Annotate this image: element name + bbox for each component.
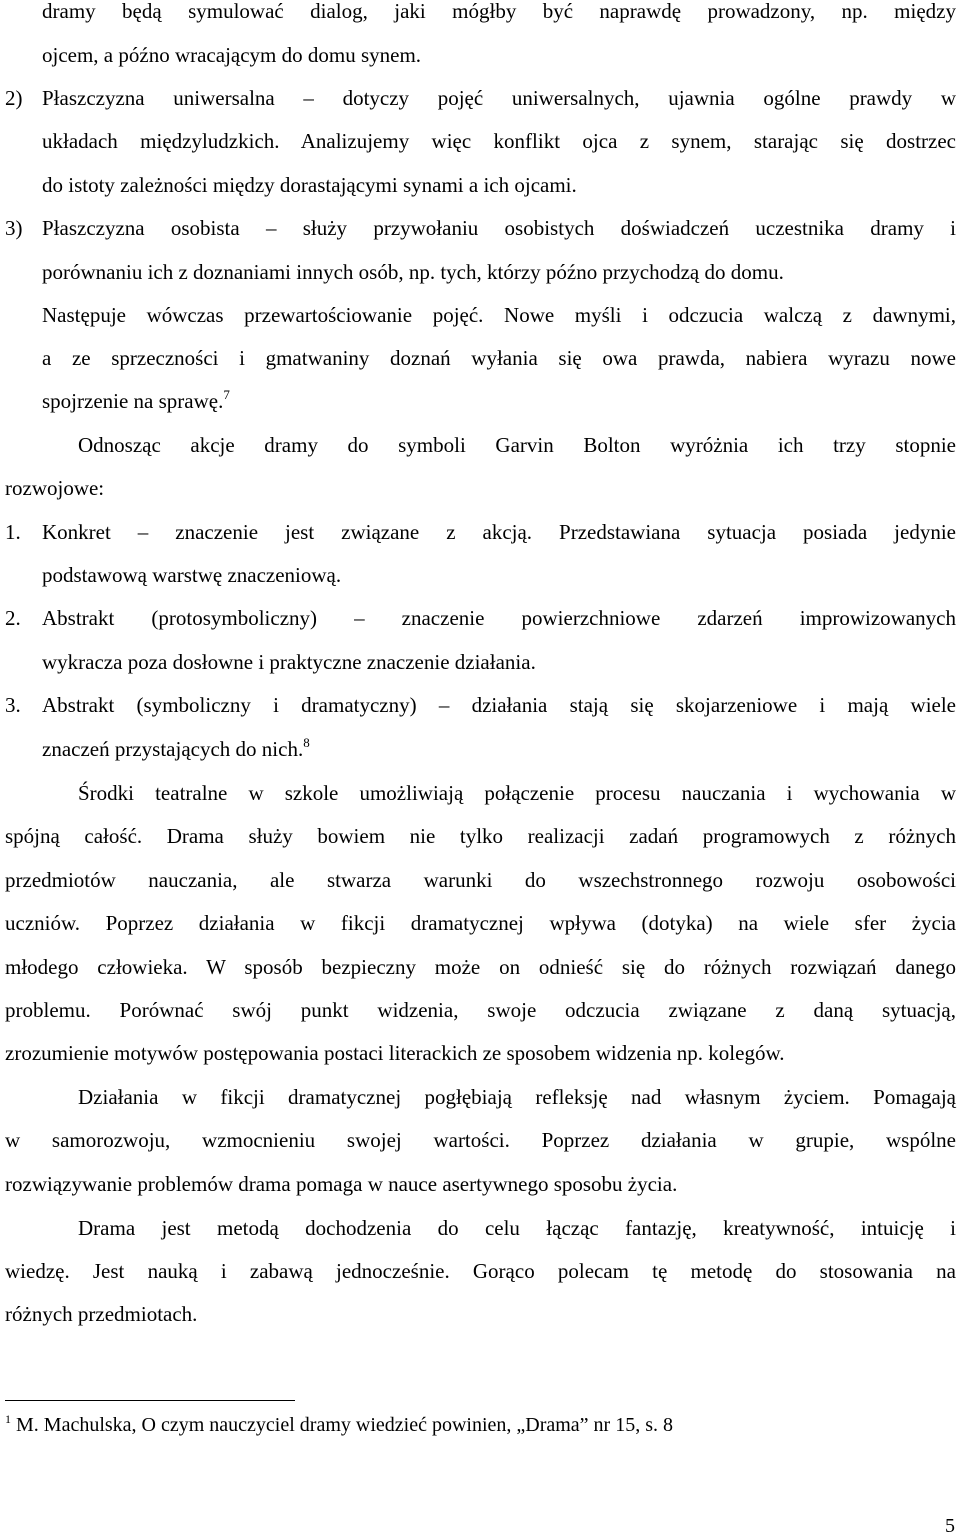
text-line: porównaniu ich z doznaniami innych osób, np. tych, którzy późno przychodzą do domu. (42, 260, 784, 284)
text-line (42, 386, 956, 416)
text-line: Następuje wówczas przewartościowanie pojęć. Nowe myśli i odczucia walczą z dawnymi, (42, 303, 956, 327)
paragraph-first-line: Działania w fikcji dramatycznej pogłębiają refleksję nad własnym życiem. Pomagają (78, 1085, 956, 1109)
text-line: Płaszczyzna uniwersalna – dotyczy pojęć uniwersalnych, ujawnia ogólne prawdy w (42, 86, 956, 110)
text-span: spojrzenie na sprawę. (42, 389, 224, 413)
text-line: dramy będą symulować dialog, jaki mógłby być naprawdę prowadzony, np. między (42, 0, 956, 23)
text-line: do istoty zależności między dorastającymi synami a ich ojcami. (42, 173, 577, 197)
list-marker: 1. (5, 520, 21, 544)
footnote (5, 1410, 673, 1440)
list-marker: 2) (5, 86, 23, 110)
list-marker: 2. (5, 606, 21, 630)
text-line: problemu. Porównać swój punkt widzenia, swoje odczucia związane z daną sytuacją, (5, 998, 956, 1022)
list-marker: 3. (5, 693, 21, 717)
text-line: w samorozwoju, wzmocnieniu swojej wartości. Poprzez działania w grupie, wspólne (5, 1128, 956, 1152)
text-span: znaczeń przystających do nich. (42, 737, 304, 761)
text-line: Konkret – znaczenie jest związane z akcją. Przedstawiana sytuacja posiada jedynie (42, 520, 956, 544)
text-line: przedmiotów nauczania, ale stwarza warunki do wszechstronnego rozwoju osobowości (5, 868, 956, 892)
text-line: młodego człowieka. W sposób bezpieczny może on odnieść się do różnych rozwiązań danego (5, 955, 956, 979)
footnote-ref: 7 (223, 387, 230, 402)
page-number: 5 (945, 1515, 955, 1537)
footnote-divider (5, 1400, 295, 1401)
text-line: różnych przedmiotach. (5, 1302, 198, 1326)
text-line: wiedzę. Jest nauką i zabawą jednocześnie. Gorąco polecam tę metodę do stosowania na (5, 1259, 956, 1283)
text-line: podstawową warstwę znaczeniową. (42, 563, 342, 587)
text-line: rozwojowe: (5, 476, 105, 500)
text-line: układach międzyludzkich. Analizujemy więc konflikt ojca z synem, starając się dostrzec (42, 129, 956, 153)
paragraph-first-line: Odnosząc akcje dramy do symboli Garvin Bolton wyróżnia ich trzy stopnie (78, 433, 956, 457)
text-line: a ze sprzeczności i gmatwaniny doznań wyłania się owa prawda, nabiera wyrazu nowe (42, 346, 956, 370)
paragraph-first-line: Środki teatralne w szkole umożliwiają połączenie procesu nauczania i wychowania w (78, 781, 956, 805)
text-line: wykracza poza dosłowne i praktyczne znaczenie działania. (42, 650, 536, 674)
text-line: ojcem, a późno wracającym do domu synem. (42, 43, 422, 67)
text-line: zrozumienie motywów postępowania postaci literackich ze sposobem widzenia np. kolegów. (5, 1041, 785, 1065)
text-line: Płaszczyzna osobista – służy przywołaniu osobistych doświadczeń uczestnika dramy i (42, 216, 956, 240)
text-line: Abstrakt (symboliczny i dramatyczny) – działania stają się skojarzeniowe i mają wiele (42, 693, 956, 717)
list-marker: 3) (5, 216, 23, 240)
text-line (42, 734, 956, 764)
paragraph-first-line: Drama jest metodą dochodzenia do celu łącząc fantazję, kreatywność, intuicję i (78, 1216, 956, 1240)
footnote-number: 1 (5, 1412, 11, 1426)
text-line: spójną całość. Drama służy bowiem nie tylko realizacji zadań programowych z różnych (5, 824, 956, 848)
text-line: Abstrakt (protosymboliczny) – znaczenie powierzchniowe zdarzeń improwizowanych (42, 606, 956, 630)
footnote-ref: 8 (303, 735, 310, 750)
text-line: uczniów. Poprzez działania w fikcji dramatycznej wpływa (dotyka) na wiele sfer życia (5, 911, 956, 935)
text-line: rozwiązywanie problemów drama pomaga w nauce asertywnego sposobu życia. (5, 1172, 678, 1196)
footnote-text: M. Machulska, O czym nauczyciel dramy wiedzieć powinien, „Drama” nr 15, s. 8 (16, 1414, 673, 1436)
